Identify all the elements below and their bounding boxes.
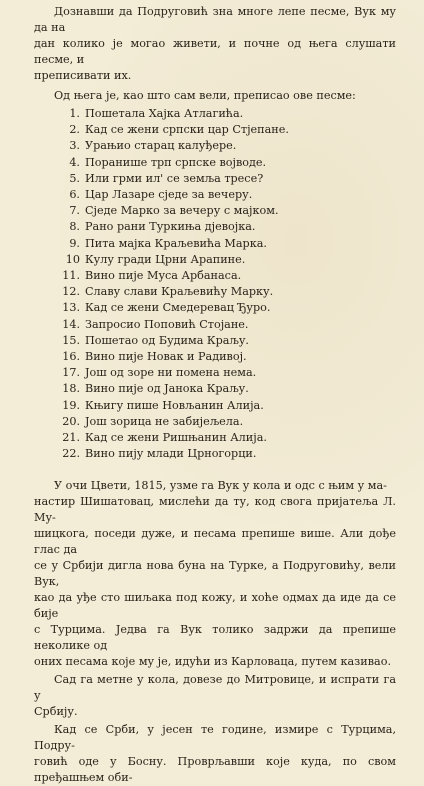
song-title: Кад се жени Смедеревац Ђуро. xyxy=(85,301,271,315)
song-title: Пита мајка Краљевића Марка. xyxy=(85,236,267,250)
list-item xyxy=(34,430,396,446)
list-item xyxy=(34,446,396,462)
song-number: 15. xyxy=(62,333,80,347)
list-item xyxy=(34,398,396,414)
list-item xyxy=(34,171,396,187)
paragraph-line: оних песама које му је, идући из Карловаца, путем казивао. xyxy=(34,655,391,669)
song-number: 4. xyxy=(69,155,80,169)
paragraph-line: настир Шишатовац, мислећи да ту, код свога пријатеља Л. Му- xyxy=(34,495,396,525)
song-number: 20. xyxy=(62,414,80,428)
song-number: 17. xyxy=(62,366,80,380)
song-title: Књигу пише Новљанин Алија. xyxy=(85,398,264,412)
shishatovac-paragraph xyxy=(34,478,396,670)
song-number: 13. xyxy=(62,301,80,315)
song-title: Кулу гради Црни Арапине. xyxy=(85,252,246,266)
intro-line: Дознавши да Подруговић зна многе лепе песме, Вук му да на xyxy=(34,5,396,34)
song-number: 1. xyxy=(69,107,80,120)
song-title: Још од зоре ни помена нема. xyxy=(85,366,257,380)
song-title: Вино пије од Јанока Краљу. xyxy=(85,382,249,396)
song-title: Вино пије Муса Арбанаса. xyxy=(85,269,242,283)
mitrovica-paragraph xyxy=(34,672,396,720)
paragraph-line: се у Србији дигла нова буна на Турке, а Подруговићу, вели Вук, xyxy=(34,559,396,589)
list-item xyxy=(34,365,396,381)
song-number: 16. xyxy=(62,350,80,364)
list-item xyxy=(34,122,396,138)
song-title: Пошетао од Будима Краљу. xyxy=(85,333,249,347)
song-number: 3. xyxy=(69,139,80,153)
paragraph-line: као да уђе сто шиљака под кожу, и хоће одмах да иде да се бије xyxy=(34,591,396,621)
song-number: 2. xyxy=(69,123,80,137)
song-title: Вино пију млади Црногорци. xyxy=(85,447,257,461)
list-item xyxy=(34,187,396,203)
song-title: Цар Лазаре сједе за вечеру. xyxy=(85,188,253,202)
list-item xyxy=(34,381,396,397)
song-title: Кад се жени Ришњанин Алија. xyxy=(85,431,267,445)
song-title: Урањио старац калуђере. xyxy=(85,139,237,153)
song-title: Још зорица не забијељела. xyxy=(85,414,244,428)
song-number: 10 xyxy=(65,252,80,266)
list-item xyxy=(34,138,396,154)
paragraph-line: говић оде у Босну. Проврљавши које куда, по свом пређашњем оби- xyxy=(34,755,396,785)
song-number: 18. xyxy=(62,382,80,396)
list-item xyxy=(34,333,396,349)
list-item xyxy=(34,203,396,219)
song-title: Запросио Поповић Стојане. xyxy=(85,317,249,331)
song-number: 19. xyxy=(62,398,80,412)
list-item xyxy=(34,317,396,333)
song-title: Пошетала Хајка Атлагића. xyxy=(85,107,244,120)
song-list xyxy=(34,106,396,462)
song-number: 6. xyxy=(69,188,80,202)
paragraph-line: Србију. xyxy=(34,705,78,719)
song-number: 5. xyxy=(69,171,80,185)
song-number: 11. xyxy=(62,269,80,283)
song-title: Вино пије Новак и Радивој. xyxy=(85,350,247,364)
intro-line: дан колико је могао живети, и почне од њега слушати песме, и xyxy=(34,37,396,66)
song-number: 7. xyxy=(69,204,80,218)
paragraph-line: шицкога, поседи дуже, и песама препише више. Али дође глас да xyxy=(34,527,396,557)
paragraph-line: Сад га метне у кола, довезе до Митровице, и испрати га у xyxy=(34,673,396,703)
song-number: 14. xyxy=(62,317,80,331)
bosnia-paragraph xyxy=(34,722,396,786)
song-title: Кад се жени српски цар Стјепане. xyxy=(85,123,289,137)
list-item xyxy=(34,284,396,300)
list-item xyxy=(34,219,396,235)
paragraph-line: с Турцима. Једва га Вук толико задржи да препише неколике од xyxy=(34,623,396,653)
list-item xyxy=(34,106,396,122)
intro-paragraph xyxy=(34,4,396,84)
song-title: Или грми ил' се земља тресе? xyxy=(85,171,264,185)
song-title: Сједе Марко за вечеру с мајком. xyxy=(85,204,279,218)
list-item xyxy=(34,349,396,365)
song-number: 21. xyxy=(62,431,80,445)
song-title: Рано рани Туркиња дјевојка. xyxy=(85,220,256,234)
list-item xyxy=(34,252,396,268)
list-item xyxy=(34,236,396,252)
song-list-lead: Од њега је, као што сам вели, преписао ове песме: xyxy=(54,89,356,102)
list-item xyxy=(34,414,396,430)
song-number: 8. xyxy=(69,220,80,234)
song-number: 22. xyxy=(62,447,80,461)
song-number: 12. xyxy=(62,285,80,299)
song-title: Славу слави Краљевићу Марку. xyxy=(85,285,274,299)
intro-line: преписивати их. xyxy=(34,69,132,82)
list-item xyxy=(34,268,396,284)
paragraph-line: У очи Цвети, 1815, узме га Вук у кола и одс с њим у ма- xyxy=(54,479,387,493)
paragraph-line: Кад се Срби, у јесен те године, измире с Турцима, Подру- xyxy=(34,723,396,753)
list-item xyxy=(34,300,396,316)
song-number: 9. xyxy=(69,236,80,250)
song-title: Поранише трп српске војводе. xyxy=(85,155,267,169)
list-item xyxy=(34,155,396,171)
